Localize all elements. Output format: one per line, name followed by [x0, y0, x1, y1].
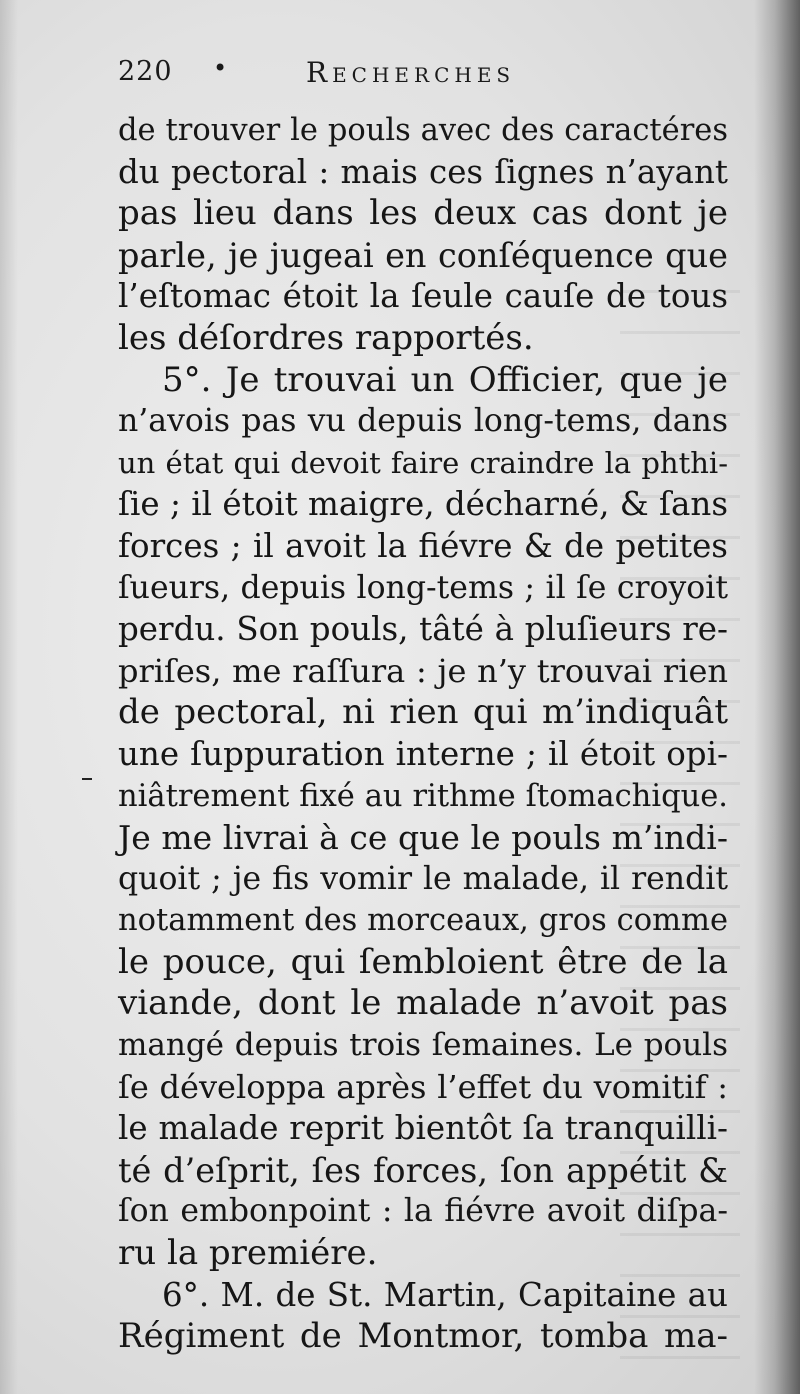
text-line: l’eſtomac étoit la ſeule cauſe de tous	[118, 277, 728, 316]
text-line: n’avois pas vu depuis long-tems, dans	[118, 403, 728, 440]
page-header	[118, 56, 728, 96]
body-text	[118, 110, 728, 1358]
text-line: Je me livrai à ce que le pouls m’indi-	[118, 818, 728, 858]
text-line: Régiment de Montmor, tomba ma-	[118, 1316, 728, 1357]
text-line: de pectoral, ni rien qui m’indiquât	[118, 692, 728, 733]
paragraph-start-line: 5°. Je trouvai un Officier, que je	[162, 359, 728, 400]
running-head: Recherches	[306, 56, 516, 89]
text-line: viande, dont le malade n’avoit pas	[118, 983, 728, 1024]
text-line: ſueurs, depuis long-tems ; il ſe croyoit	[118, 569, 728, 606]
text-line: ru la premiére.	[118, 1233, 378, 1274]
text-line: le pouce, qui ſembloient être de la	[118, 941, 728, 982]
margin-ink-mark	[82, 778, 92, 780]
text-line: notamment des morceaux, gros comme	[118, 903, 728, 939]
text-line: parle, je jugeai en conſéquence que	[118, 235, 728, 275]
text-line: té d’eſprit, ſes forces, ſon appétit &	[118, 1150, 728, 1190]
text-line: mangé depuis trois ſemaines. Le pouls	[118, 1027, 728, 1064]
header-mark: •	[213, 54, 228, 82]
text-line: de trouver le pouls avec des caractéres	[118, 113, 728, 148]
text-line: forces ; il avoit la fiévre & de petites	[118, 526, 728, 565]
text-line: les déſordres rapportés.	[118, 317, 534, 358]
text-line: ſie ; il étoit maigre, décharné, & ſans	[118, 485, 729, 524]
paragraph-start-line: 6°. M. de St. Martin, Capitaine au	[162, 1275, 728, 1314]
text-line: ſe développa après l’effet du vomitif :	[118, 1067, 728, 1106]
text-line: une ſuppuration interne ; il étoit opi-	[118, 734, 728, 773]
page-number: 220	[118, 56, 173, 87]
text-line: priſes, me raſſura : je n’y trouvai rien	[118, 651, 728, 690]
page-edge-shadow	[0, 0, 18, 1394]
text-line: du pectoral : mais ces ſignes n’ayant	[118, 152, 728, 191]
binding-gutter-shadow	[754, 0, 800, 1394]
text-line: un état qui devoit faire craindre la phthi-	[118, 445, 728, 480]
text-line: ſon embonpoint : la fiévre avoit diſpa-	[118, 1193, 728, 1230]
text-line: niâtrement fixé au rithme ſtomachique.	[118, 778, 728, 814]
text-line: le malade reprit bientôt ſa tranquilli-	[118, 1109, 728, 1148]
text-line: quoit ; je fis vomir le malade, il rendit	[118, 860, 728, 897]
text-line: perdu. Son pouls, tâté à pluſieurs re-	[118, 610, 728, 649]
text-line: pas lieu dans les deux cas dont je	[118, 193, 728, 234]
